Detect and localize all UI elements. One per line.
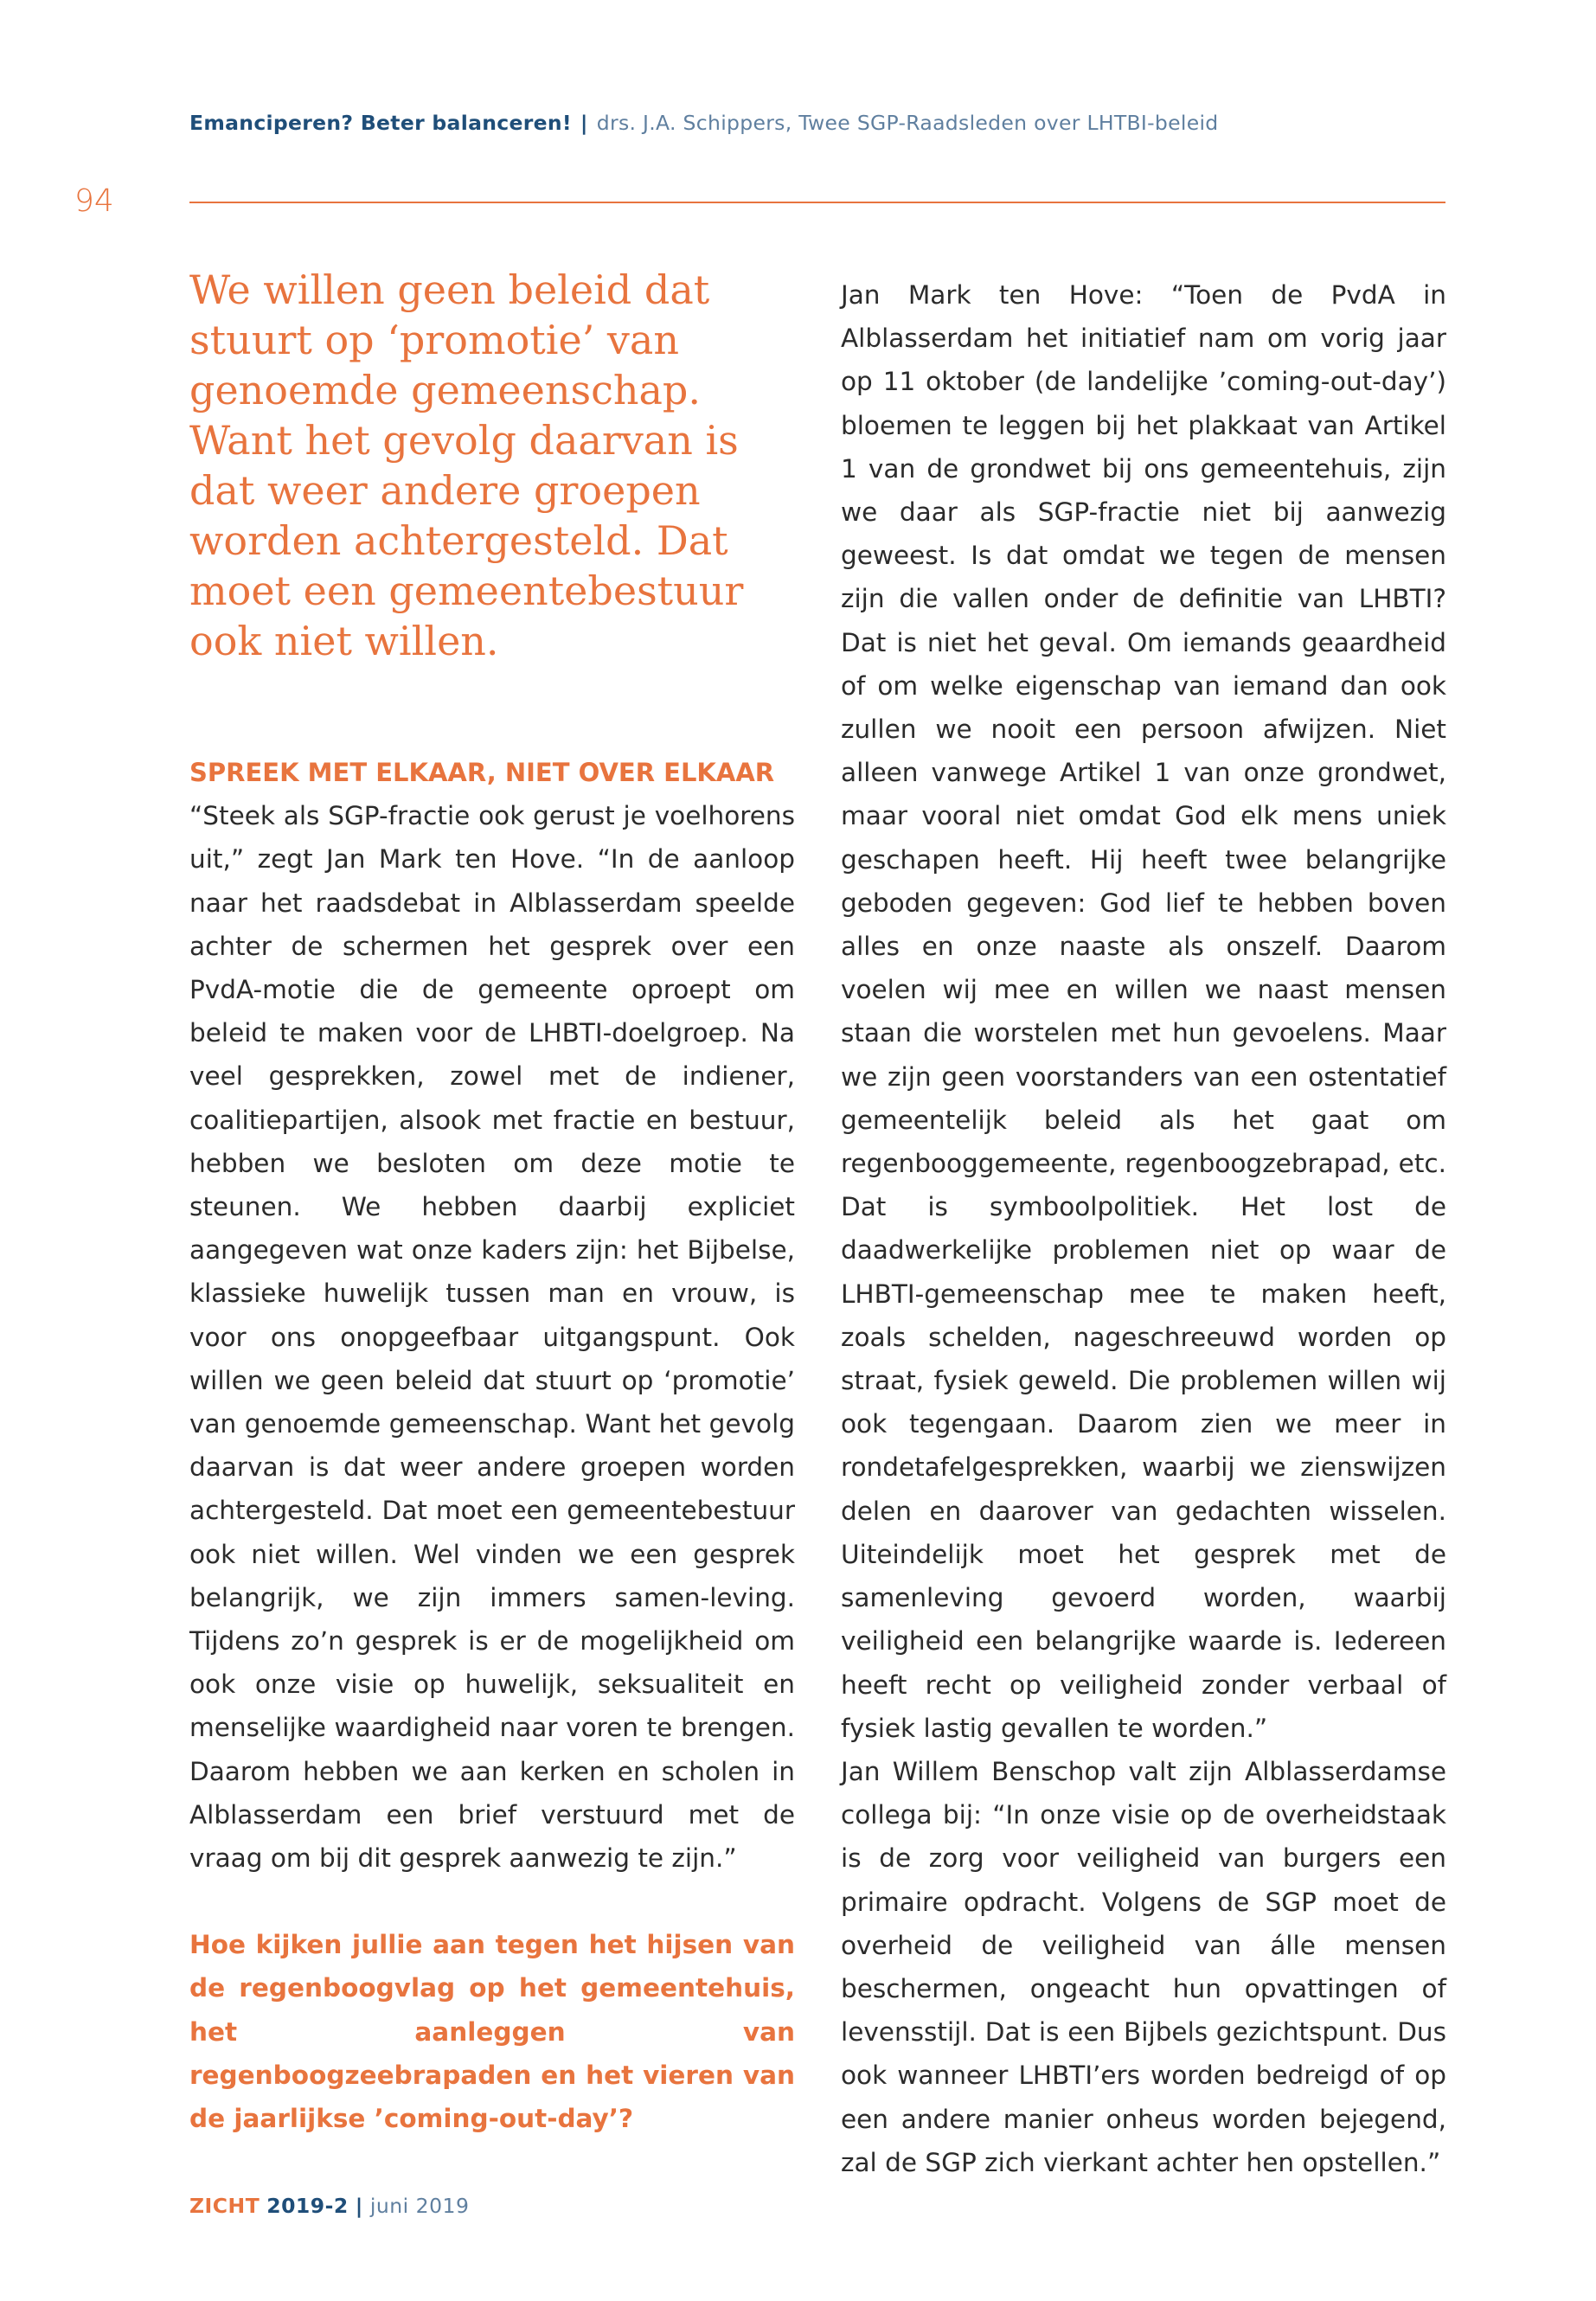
header-rule xyxy=(189,202,1445,203)
footer-date: juni 2019 xyxy=(369,2194,470,2218)
running-head xyxy=(189,111,1219,135)
left-column xyxy=(189,751,795,2140)
running-head-separator: | xyxy=(580,111,588,135)
pull-quote: We willen geen beleid dat stuurt op ‘promotie’ van genoemde gemeenschap. Want het gevolg daarvan is dat weer andere groepen worden achtergesteld. Dat moet een gemeentebestuur ook niet willen. xyxy=(189,266,744,664)
section-subheading: SPREEK MET ELKAAR, NIET OVER ELKAAR xyxy=(189,758,775,787)
running-head-title: Emanciperen? Beter balanceren! xyxy=(189,111,572,135)
body-paragraph: Jan Willem Benschop valt zijn Alblasserdamse collega bij: “In onze visie op de overheidstaak is de zorg voor veiligheid van burgers een primaire opdracht. Volgens de SGP moet de overheid de veiligheid van álle mensen beschermen, ongeacht hun opvattingen of levensstijl. Dat is een Bijbels gezichtspunt. Dus ook wanneer LHBTI’ers worden bedreigd of op een andere manier onheus worden bejegend, zal de SGP zich vierkant achter hen opstellen.” xyxy=(841,1756,1446,2177)
footer-issue: 2019-2 xyxy=(266,2194,349,2218)
footer xyxy=(189,2194,469,2218)
interview-question: Hoe kijken jullie aan tegen het hijsen van de regenboogvlag op het gemeentehuis, het aanleggen van regenboogzeebrapaden en het vieren van de jaarlijkse ’coming-out-day’? xyxy=(189,1930,795,2134)
body-paragraph: Jan Mark ten Hove: “Toen de PvdA in Alblasserdam het initiatief nam om vorig jaar op 11 oktober (de landelijke ’coming-out-day’) bloemen te leggen bij het plakkaat van Artikel 1 van de grondwet bij ons gemeentehuis, zijn we daar als SGP-fractie niet bij aanwezig geweest. Is dat omdat we tegen de mensen zijn die vallen onder de definitie van LHBTI? Dat is niet het geval. Om iemands geaardheid of om welke eigenschap van iemand dan ook zullen we nooit een persoon afwijzen. Niet alleen vanwege Artikel 1 van onze grondwet, maar vooral niet omdat God elk mens uniek geschapen heeft. Hij heeft twee belangrijke geboden gegeven: God lief te hebben boven alles en onze naaste als onszelf. Daarom voelen wij mee en willen we naast mensen staan die worstelen met hun gevoelens. Maar we zijn geen voorstanders van een ostentatief gemeentelijk beleid als het gaat om regenbooggemeente, regenboogzebrapad, etc. Dat is symboolpolitiek. Het lost de daadwerkelijke problemen niet op waar de LHBTI-gemeenschap mee te maken heeft, zoals schelden, nageschreeuwd worden op straat, fysiek geweld. Die problemen willen wij ook tegengaan. Daarom zien we meer in rondetafelgesprekken, waarbij we zienswijzen delen en daarover van gedachten wisselen. Uiteindelijk moet het gesprek met de samenleving gevoerd worden, waarbij veiligheid een belangrijke waarde is. Iedereen heeft recht op veiligheid zonder verbaal of fysiek lastig gevallen te worden.” xyxy=(841,280,1446,1743)
running-head-author: drs. J.A. Schippers, Twee SGP-Raadsleden over LHTBI-beleid xyxy=(596,111,1219,135)
body-paragraph: “Steek als SGP-fractie ook gerust je voelhorens uit,” zegt Jan Mark ten Hove. “In de aanloop naar het raadsdebat in Alblasserdam speelde achter de schermen het gesprek over een PvdA-motie die de gemeente oproept om beleid te maken voor de LHBTI-doelgroep. Na veel gesprekken, zowel met de indiener, coalitiepartijen, alsook met fractie en bestuur, hebben we besloten om deze motie te steunen. We hebben daarbij expliciet aangegeven wat onze kaders zijn: het Bijbelse, klassieke huwelijk tussen man en vrouw, is voor ons onopgeefbaar uitgangspunt. Ook willen we geen beleid dat stuurt op ‘promotie’ van genoemde gemeenschap. Want het gevolg daarvan is dat weer andere groepen worden achtergesteld. Dat moet een gemeentebestuur ook niet willen. Wel vinden we een gesprek belangrijk, we zijn immers samen-leving. Tijdens zo’n gesprek is er de mogelijkheid om ook onze visie op huwelijk, seksualiteit en menselijke waardigheid naar voren te brengen. Daarom hebben we aan kerken en scholen in Alblasserdam een brief verstuurd met de vraag om bij dit gesprek aanwezig te zijn.” xyxy=(189,801,795,1874)
right-column xyxy=(841,273,1446,2184)
footer-separator: | xyxy=(355,2194,363,2218)
footer-magazine: ZICHT xyxy=(189,2194,260,2218)
page-number: 94 xyxy=(74,183,114,219)
